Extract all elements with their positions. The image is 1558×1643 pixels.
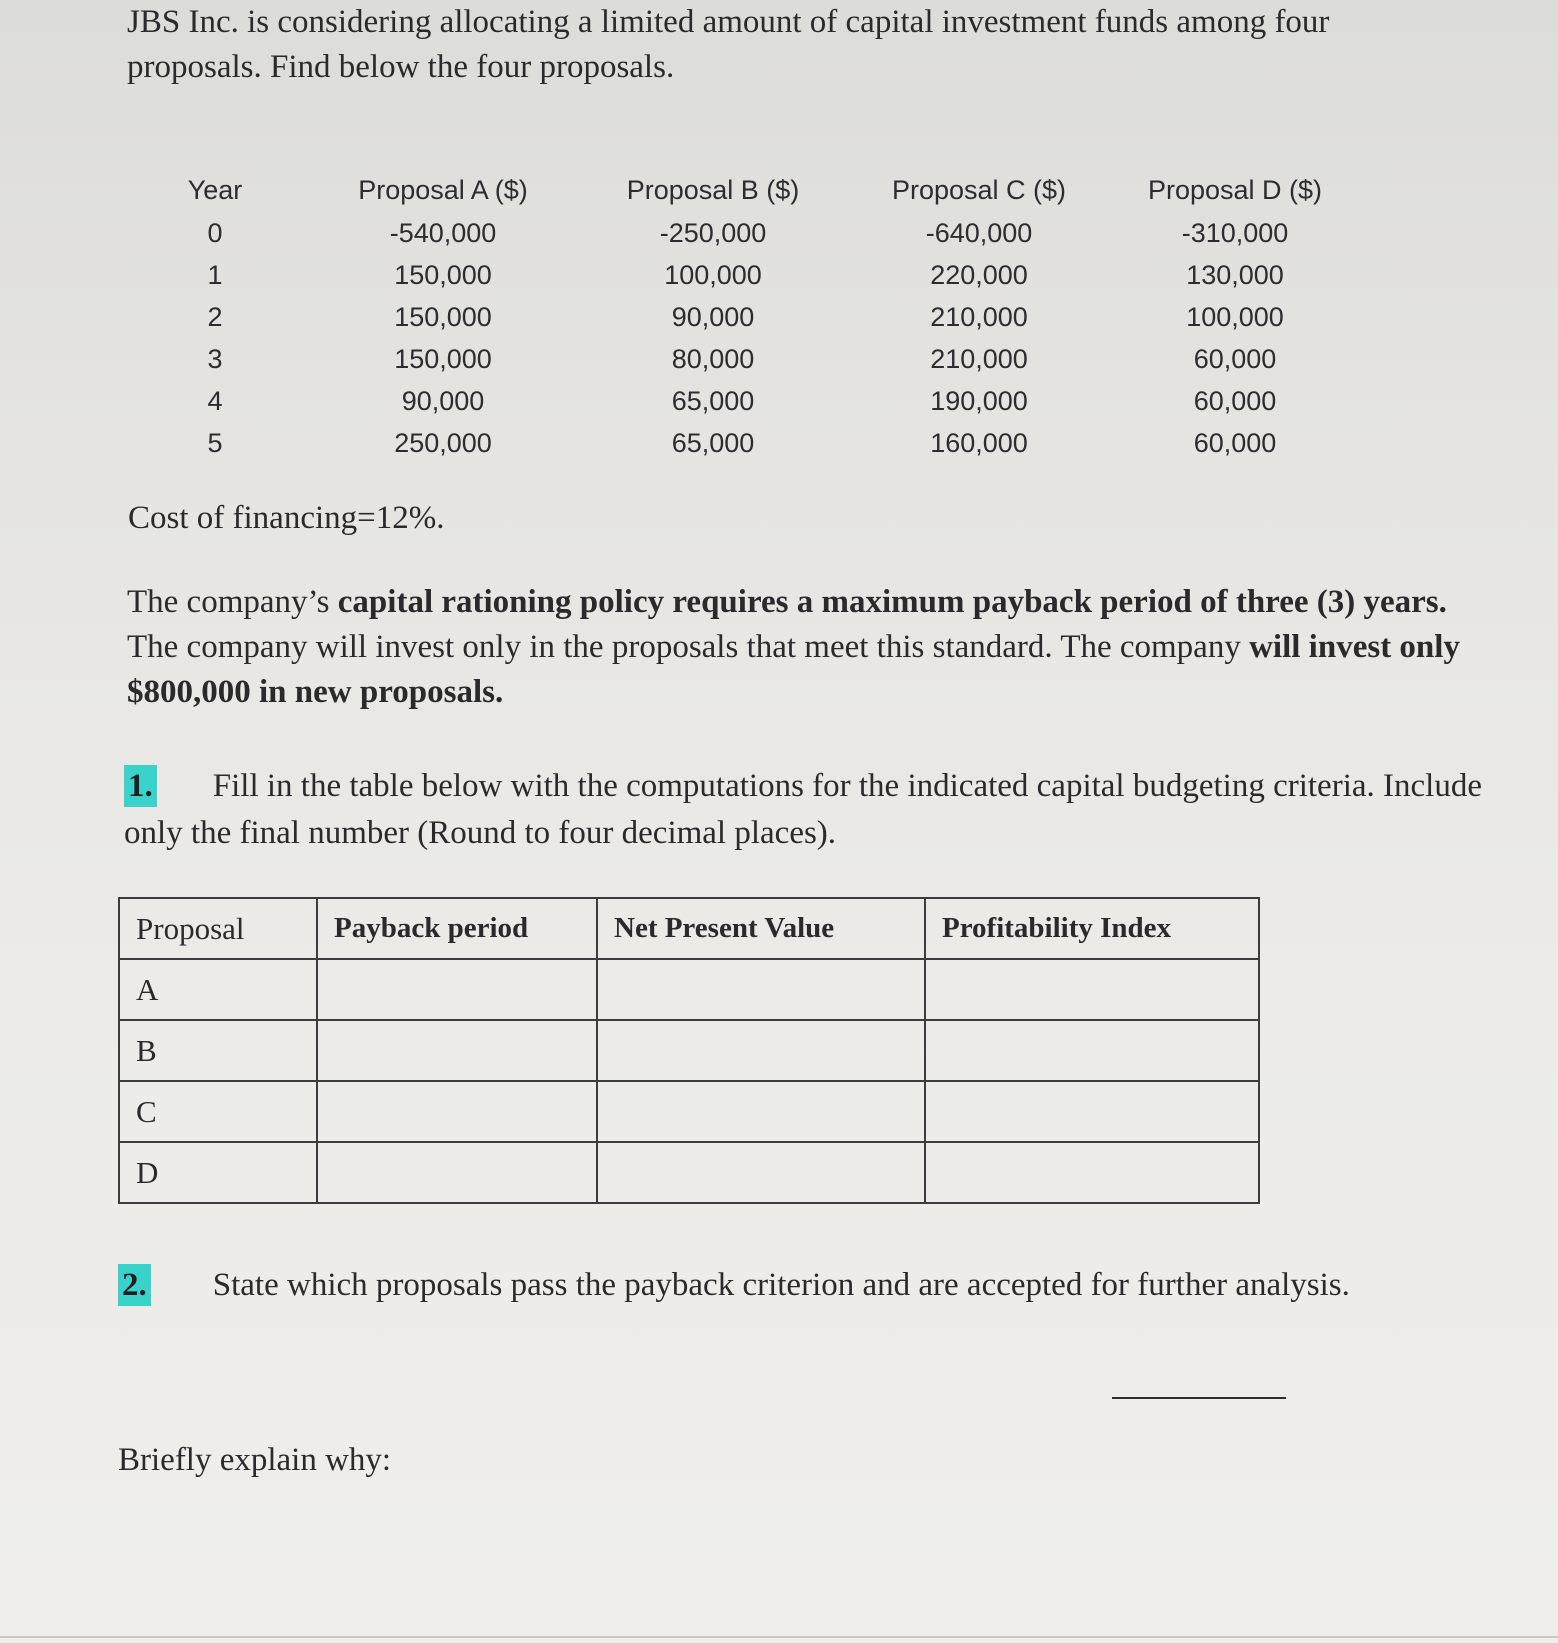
proposal-b-cell: 100,000 [664,259,762,290]
question-1-text: Fill in the table below with the computations for the indicated capital budgeting criteria. Include only the final number (Round to four decimal places). [124,768,1482,851]
profitability-index-cell[interactable] [925,1142,1259,1203]
proposal-c-cell: 210,000 [930,343,1028,374]
npv-cell[interactable] [597,959,925,1020]
proposal-label: D [119,1142,317,1203]
cash-flow-row [150,422,1380,464]
proposal-c-cell: 210,000 [930,301,1028,332]
proposal-b-cell: -250,000 [659,217,767,248]
header-year: Year [187,174,243,205]
header-proposal-b: Proposal B ($) [626,174,800,205]
payback-period-cell[interactable] [317,1142,597,1203]
proposal-a-cell: 150,000 [394,259,492,290]
proposal-d-cell: 100,000 [1186,301,1284,332]
header-payback-period: Payback period [317,898,597,959]
question-2 [118,1260,1478,1310]
proposal-label: A [119,959,317,1020]
year-cell: 4 [207,385,223,416]
header-net-present-value: Net Present Value [597,898,925,959]
question-2-number: 2. [118,1264,151,1306]
year-cell: 5 [207,427,223,458]
proposal-d-cell: -310,000 [1181,217,1289,248]
question-2-text: State which proposals pass the payback criterion and are accepted for further analysis. [212,1267,1350,1303]
proposal-a-cell: 150,000 [394,301,492,332]
proposal-b-cell: 65,000 [671,427,755,458]
header-proposal-d: Proposal D ($) [1147,174,1323,205]
proposal-c-cell: 220,000 [930,259,1028,290]
proposal-a-cell: 90,000 [401,385,485,416]
proposal-label: B [119,1020,317,1081]
proposal-d-cell: 60,000 [1193,385,1277,416]
cash-flow-row [150,296,1380,338]
profitability-index-cell[interactable] [925,1081,1259,1142]
policy-text-2: The company will invest only in the proposals that meet this standard. The company [127,629,1250,665]
explain-label: Briefly explain why: [118,1442,392,1478]
proposal-b-cell: 80,000 [671,343,755,374]
proposal-b-cell: 65,000 [671,385,755,416]
header-proposal: Proposal [119,898,317,959]
proposal-a-cell: -540,000 [389,217,497,248]
proposal-d-cell: 60,000 [1193,427,1277,458]
question-1 [124,763,1484,857]
cost-of-financing: Cost of financing=12%. [128,500,445,536]
question-1-number: 1. [124,765,157,807]
answer-row-d [119,1142,1259,1203]
cash-flow-row [150,338,1380,380]
npv-cell[interactable] [597,1081,925,1142]
payback-period-cell[interactable] [317,1020,597,1081]
npv-cell[interactable] [597,1020,925,1081]
policy-bold-2: will invest only $800,000 in new proposals. [127,629,1460,710]
year-cell: 2 [207,301,223,332]
header-proposal-a: Proposal A ($) [358,174,528,205]
policy-paragraph [127,580,1487,715]
policy-text-1: The company’s [127,584,338,620]
profitability-index-cell[interactable] [925,1020,1259,1081]
year-cell: 3 [207,343,223,374]
proposal-c-cell: -640,000 [925,217,1033,248]
proposal-b-cell: 90,000 [671,301,755,332]
proposal-a-cell: 250,000 [394,427,492,458]
proposal-d-cell: 130,000 [1186,259,1284,290]
payback-period-cell[interactable] [317,959,597,1020]
proposal-a-cell: 150,000 [394,343,492,374]
npv-cell[interactable] [597,1142,925,1203]
answer-blank-line[interactable] [1112,1397,1286,1399]
intro-paragraph: JBS Inc. is considering allocating a limited amount of capital investment funds among four proposals. Find below the four proposals. [127,4,1330,85]
answer-row-a [119,959,1259,1020]
proposal-c-cell: 190,000 [930,385,1028,416]
page-bottom-edge [0,1636,1558,1638]
cash-flow-row [150,254,1380,296]
proposal-d-cell: 60,000 [1193,343,1277,374]
policy-bold-1: capital rationing policy requires a maximum payback period of three (3) years. [337,584,1447,620]
cash-flow-header-row [150,168,1380,212]
cash-flow-table [150,168,1380,464]
cash-flow-row [150,380,1380,422]
cash-flow-row [150,212,1380,254]
header-profitability-index: Profitability Index [925,898,1259,959]
payback-period-cell[interactable] [317,1081,597,1142]
proposal-c-cell: 160,000 [930,427,1028,458]
profitability-index-cell[interactable] [925,959,1259,1020]
answer-row-b [119,1020,1259,1081]
answer-table-header-row [119,898,1259,959]
answer-table [118,897,1260,1204]
proposal-label: C [119,1081,317,1142]
year-cell: 0 [207,217,223,248]
year-cell: 1 [207,259,223,290]
header-proposal-c: Proposal C ($) [891,174,1067,205]
answer-row-c [119,1081,1259,1142]
